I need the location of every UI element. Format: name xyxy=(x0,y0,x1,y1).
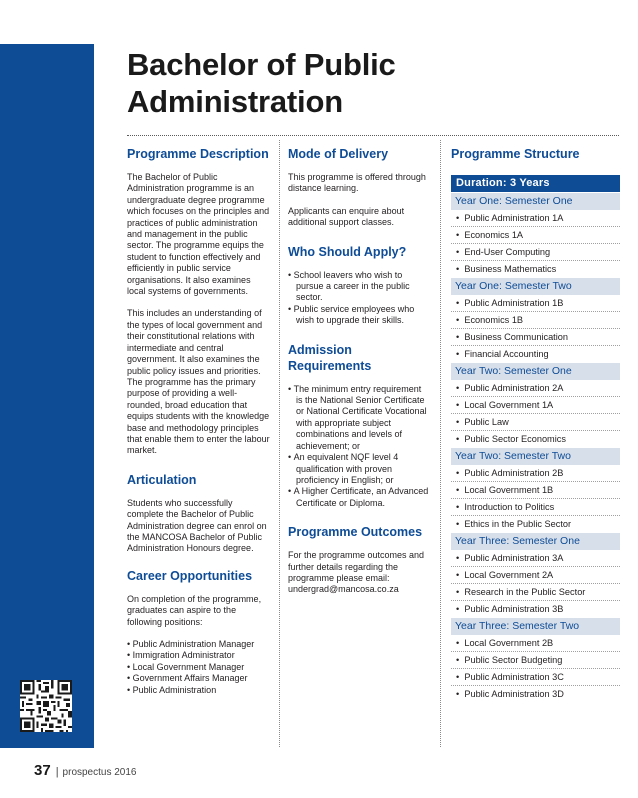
duration-banner: Duration: 3 Years xyxy=(451,175,620,192)
page-title-line-2: Administration xyxy=(127,84,343,119)
apply-heading: Who Should Apply? xyxy=(288,244,407,259)
module-item: • Public Sector Budgeting xyxy=(451,652,620,669)
title-divider xyxy=(127,135,619,136)
column-left xyxy=(127,146,271,696)
career-list xyxy=(127,639,271,696)
description-paragraph: The Bachelor of Public Administration programme is an undergraduate degree programme which focuses on the principles and practices of public administration and management in the public sector. The programme equips the student to function effectively and efficiently in public service organisations. It also examines local systems of governments. xyxy=(127,172,270,297)
module-item: • Public Administration 2B xyxy=(451,465,620,482)
list-item: • Public service employees who wish to upgrade their skills. xyxy=(288,304,430,327)
delivery-paragraph: Applicants can enquire about additional support classes. xyxy=(288,205,405,228)
semester-header: Year One: Semester Two xyxy=(451,278,620,295)
list-item: • Public Administration Manager xyxy=(127,639,271,650)
column-divider xyxy=(279,140,280,747)
module-item: • End-User Computing xyxy=(451,244,620,261)
outcomes-heading: Programme Outcomes xyxy=(288,525,423,540)
module-list xyxy=(451,380,620,447)
admission-list xyxy=(288,384,430,509)
articulation-heading: Articulation xyxy=(127,472,197,487)
apply-list xyxy=(288,270,430,327)
articulation-text: Students who successfully complete the Bachelor of Public Administration degree can enrol on the MANCOSA Bachelor of Public Administration Honours degree. xyxy=(127,497,267,554)
list-item: • Immigration Administrator xyxy=(127,650,271,661)
module-item: • Public Administration 3B xyxy=(451,601,620,617)
description-paragraph: This includes an understanding of the types of local government and their constitutional relations with intermediate and central government. It also examines the public policy issues and priorities. The programme has the primary purpose of providing a well-rounded, broad education that equips students with the knowledge base and methodology principles that enable them to enter the labour market. xyxy=(127,308,270,456)
module-item: • Public Administration 3D xyxy=(451,686,620,702)
admission-heading: Admission Requirements xyxy=(288,342,372,373)
module-item: • Public Administration 3C xyxy=(451,669,620,686)
module-list xyxy=(451,550,620,617)
module-item: • Public Law xyxy=(451,414,620,431)
list-item: • A Higher Certificate, an Advanced Certificate or Diploma. xyxy=(288,486,430,509)
delivery-heading: Mode of Delivery xyxy=(288,147,389,161)
module-item: • Local Government 2A xyxy=(451,567,620,584)
module-item: • Ethics in the Public Sector xyxy=(451,516,620,532)
footer-label: prospectus 2016 xyxy=(62,767,137,778)
module-list xyxy=(451,635,620,702)
delivery-paragraph: This programme is offered through distance learning. xyxy=(288,172,426,194)
module-item: • Public Sector Economics xyxy=(451,431,620,447)
list-item: • Public Administration xyxy=(127,685,271,696)
footer-separator: | xyxy=(55,766,59,778)
page-number: 37 xyxy=(34,762,51,779)
list-item: • Government Affairs Manager xyxy=(127,673,271,684)
module-item: • Public Administration 3A xyxy=(451,550,620,567)
module-item: • Local Government 1A xyxy=(451,397,620,414)
module-item: • Financial Accounting xyxy=(451,346,620,362)
description-heading: Programme Description xyxy=(127,147,269,161)
module-item: • Public Administration 1A xyxy=(451,210,620,227)
page-title-line-1: Bachelor of Public xyxy=(127,47,396,82)
list-item: • The minimum entry requirement is the National Senior Certificate or National Certificate Vocational with appropriate subject combinations and levels of achievement; or xyxy=(288,384,430,452)
structure-heading: Programme Structure xyxy=(451,147,580,161)
module-list xyxy=(451,210,620,277)
column-right xyxy=(451,146,620,702)
module-item: • Local Government 2B xyxy=(451,635,620,652)
page-title xyxy=(127,46,607,120)
list-item: • An equivalent NQF level 4 qualification with proven proficiency in English; or xyxy=(288,452,430,486)
qr-code[interactable] xyxy=(20,680,72,732)
semester-header: Year Three: Semester Two xyxy=(451,618,620,635)
module-list xyxy=(451,465,620,532)
module-list xyxy=(451,295,620,362)
list-item: • Local Government Manager xyxy=(127,662,271,673)
module-item: • Economics 1A xyxy=(451,227,620,244)
module-item: • Public Administration 2A xyxy=(451,380,620,397)
side-color-band xyxy=(0,44,94,748)
column-middle xyxy=(288,146,430,596)
career-intro: On completion of the programme, graduates can aspire to the following positions: xyxy=(127,593,262,627)
module-item: • Business Mathematics xyxy=(451,261,620,277)
column-divider xyxy=(440,140,441,747)
career-heading: Career Opportunities xyxy=(127,568,253,583)
semester-header: Year One: Semester One xyxy=(451,193,620,210)
list-item: • School leavers who wish to pursue a career in the public sector. xyxy=(288,270,430,304)
outcomes-text: For the programme outcomes and further details regarding the programme please email: xyxy=(288,550,425,583)
page-footer xyxy=(34,762,137,782)
module-item: • Economics 1B xyxy=(451,312,620,329)
qr-code-icon xyxy=(20,680,72,732)
module-item: • Introduction to Politics xyxy=(451,499,620,516)
semester-header: Year Two: Semester One xyxy=(451,363,620,380)
module-item: • Local Government 1B xyxy=(451,482,620,499)
outcomes-email-link[interactable]: undergrad@mancosa.co.za xyxy=(288,584,399,595)
module-item: • Business Communication xyxy=(451,329,620,346)
module-item: • Research in the Public Sector xyxy=(451,584,620,601)
semester-header: Year Three: Semester One xyxy=(451,533,620,550)
semester-header: Year Two: Semester Two xyxy=(451,448,620,465)
module-item: • Public Administration 1B xyxy=(451,295,620,312)
